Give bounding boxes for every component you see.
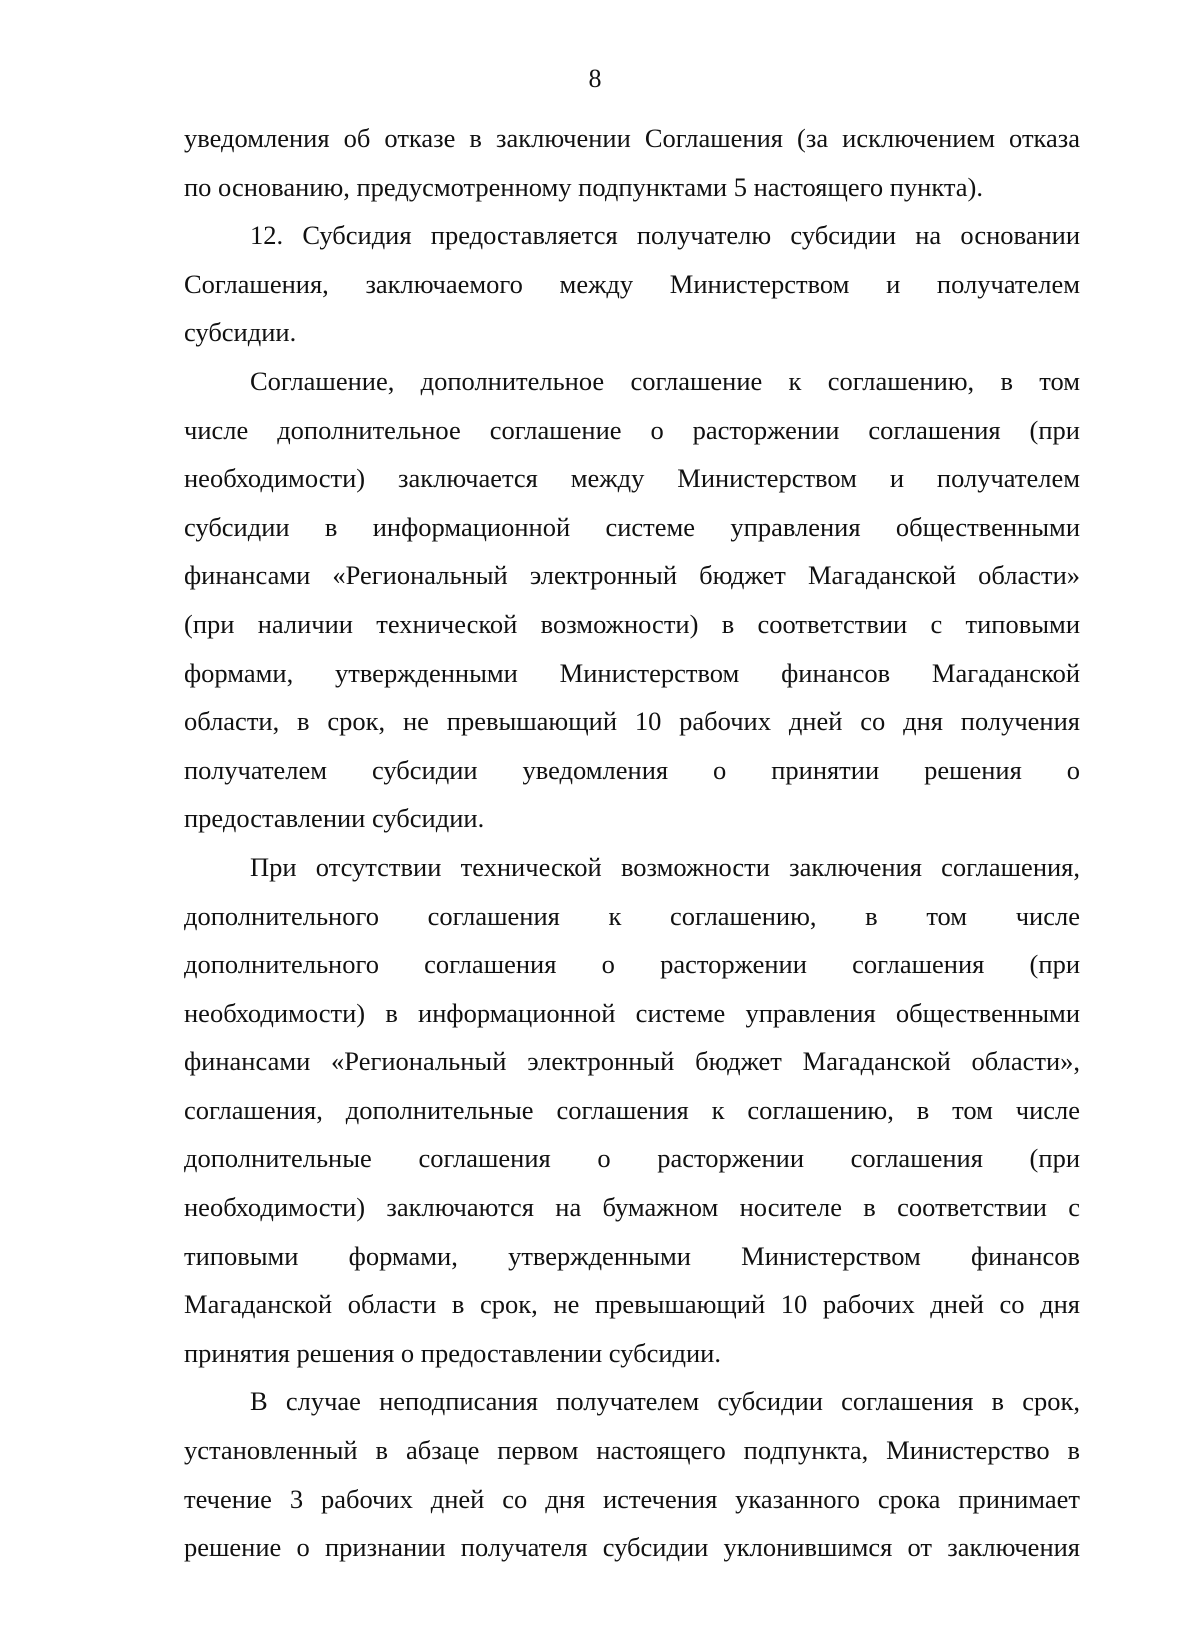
page-number: 8	[588, 64, 602, 93]
paragraph-line: Соглашение, дополнительное соглашение к соглашению, в том	[250, 365, 1080, 396]
paragraph-line: дополнительного соглашения к соглашению, в том числе	[184, 900, 1080, 931]
paragraph-line: субсидии в информационной системе управления общественными	[184, 511, 1080, 542]
paragraph-line: дополнительного соглашения о расторжении соглашения (при	[184, 949, 1080, 980]
paragraph-line: необходимости) в информационной системе управления общественными	[184, 997, 1080, 1028]
paragraph-line: Соглашения, заключаемого между Министерством и получателем	[184, 268, 1080, 299]
paragraph-line: финансами «Региональный электронный бюджет Магаданской области»,	[184, 1046, 1080, 1077]
paragraph-line: течение 3 рабочих дней со дня истечения указанного срока принимает	[184, 1483, 1080, 1514]
paragraph-line: (при наличии технической возможности) в соответствии с типовыми	[184, 608, 1080, 639]
paragraph	[184, 1377, 1080, 1571]
paragraph	[184, 211, 1080, 357]
paragraph-line: соглашения, дополнительные соглашения к соглашению, в том числе	[184, 1094, 1080, 1125]
paragraph-line: по основанию, предусмотренному подпунктами 5 настоящего пункта).	[184, 171, 983, 202]
paragraph-line: числе дополнительное соглашение о расторжении соглашения (при	[184, 414, 1080, 445]
paragraph-line: принятия решения о предоставлении субсидии.	[184, 1337, 721, 1368]
paragraph-line: В случае неподписания получателем субсидии соглашения в срок,	[250, 1386, 1080, 1417]
paragraph-line: необходимости) заключаются на бумажном носителе в соответствии с	[184, 1192, 1080, 1223]
paragraph-line: необходимости) заключается между Министерством и получателем	[184, 463, 1080, 494]
paragraph-line: дополнительные соглашения о расторжении соглашения (при	[184, 1143, 1080, 1174]
paragraph-line: 12. Субсидия предоставляется получателю субсидии на основании	[250, 220, 1080, 251]
paragraph-line: уведомления об отказе в заключении Соглашения (за исключением отказа	[184, 123, 1080, 153]
document-body	[184, 114, 1080, 1572]
paragraph-line: решение о признании получателя субсидии уклонившимся от заключения	[184, 1532, 1080, 1563]
paragraph-line: типовыми формами, утвержденными Министерством финансов	[184, 1240, 1080, 1271]
paragraph-line: установленный в абзаце первом настоящего подпункта, Министерство в	[184, 1435, 1080, 1466]
paragraph-line: Магаданской области в срок, не превышающий 10 рабочих дней со дня	[184, 1289, 1080, 1320]
paragraph-line: формами, утвержденными Министерством финансов Магаданской	[184, 657, 1080, 688]
paragraph	[184, 843, 1080, 1378]
paragraph-line: предоставлении субсидии.	[184, 803, 485, 834]
paragraph-line: субсидии.	[184, 317, 297, 348]
paragraph-line: финансами «Региональный электронный бюджет Магаданской области»	[184, 560, 1080, 591]
paragraph-line: области, в срок, не превышающий 10 рабочих дней со дня получения	[184, 706, 1080, 737]
paragraph	[184, 114, 1080, 211]
paragraph-line: получателем субсидии уведомления о принятии решения о	[184, 754, 1080, 785]
paragraph	[184, 357, 1080, 843]
paragraph-line: При отсутствии технической возможности заключения соглашения,	[250, 851, 1080, 882]
